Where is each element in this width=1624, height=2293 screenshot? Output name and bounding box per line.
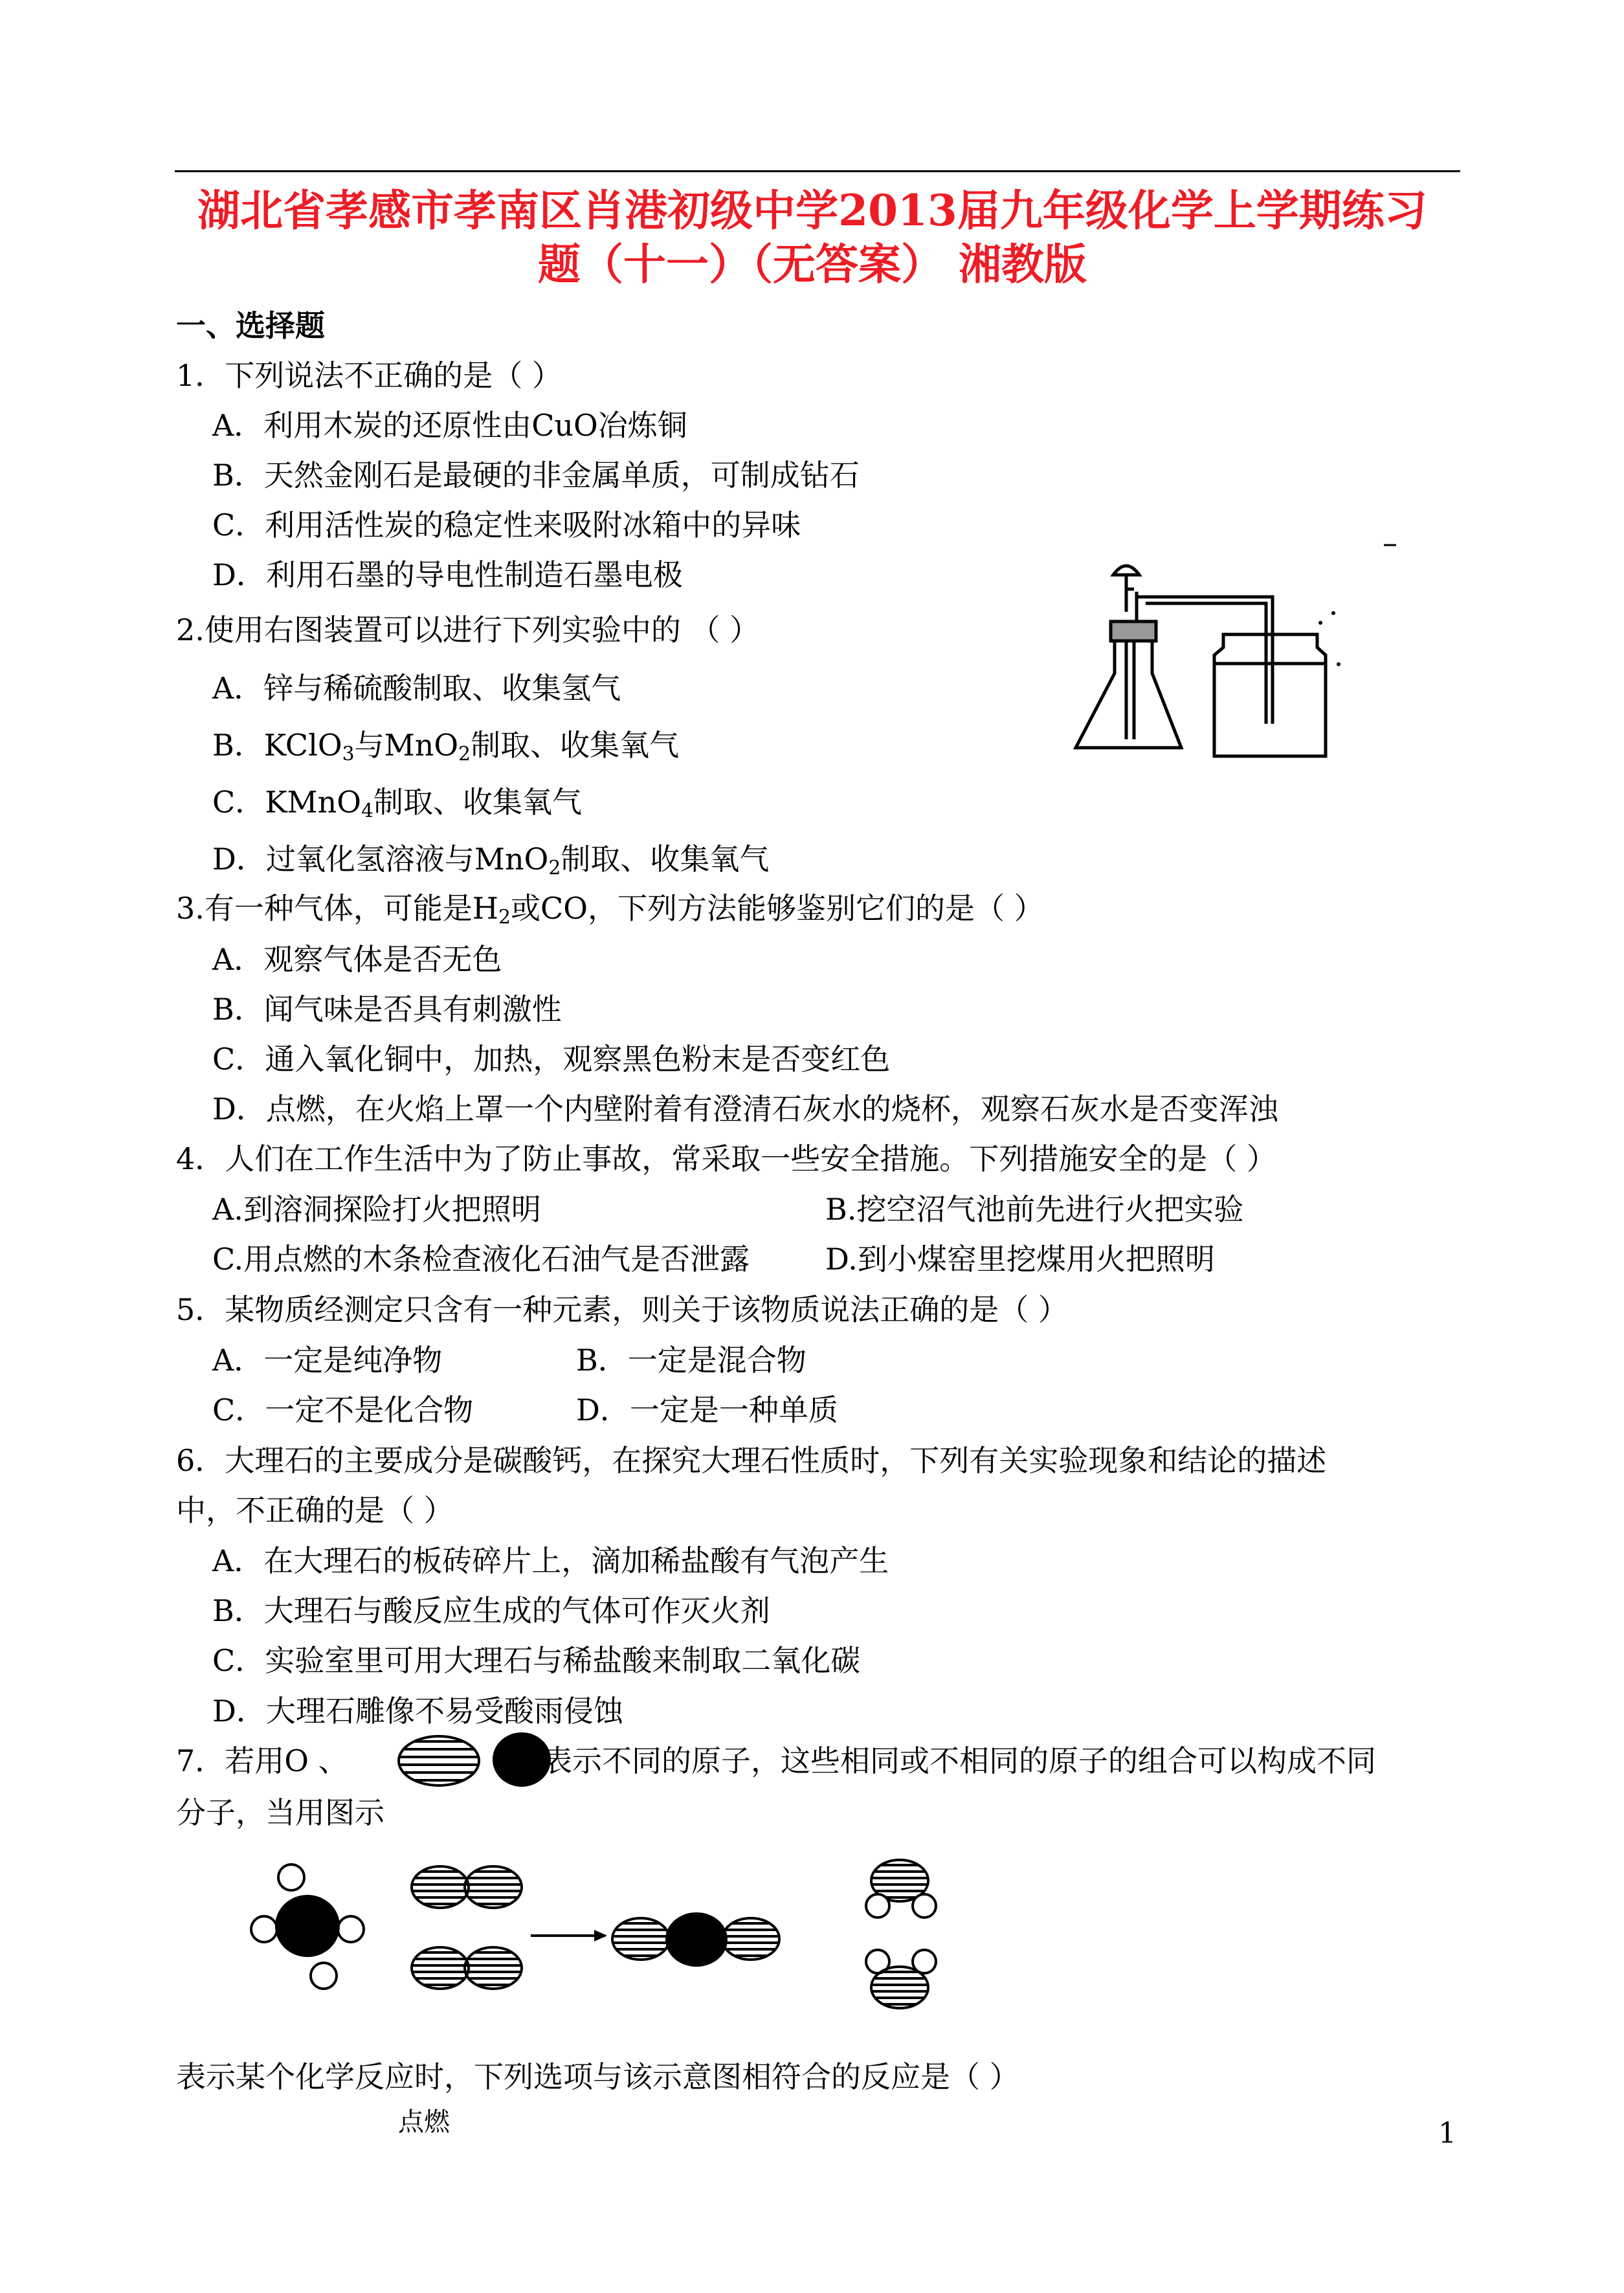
q5-option-b: B．一定是混合物 [576, 1343, 806, 1378]
q7-stem-line-2: 分子，当用图示 [176, 1795, 384, 1830]
q3-option-b: B．闻气味是否具有刺激性 [212, 992, 562, 1027]
q6-stem-line-1: 6．大理石的主要成分是碳酸钙，在探究大理石性质时，下列有关实验现象和结论的描述 [176, 1443, 1327, 1478]
q6-option-d: D．大理石雕像不易受酸雨侵蚀 [212, 1694, 623, 1728]
q4-option-c: C.用点燃的木条检查液化石油气是否泄露 [212, 1242, 750, 1277]
page-title-line-2: 题（十一）（无答案） 湘教版 [538, 239, 1087, 289]
striped-atom-icon [394, 1732, 484, 1790]
q5-option-a: A．一定是纯净物 [212, 1343, 443, 1378]
reactant-molecule-1 [251, 1864, 364, 1989]
reactant-molecule-3 [408, 1947, 526, 1989]
page-number: 1 [1438, 2117, 1456, 2150]
q4-option-d: D.到小煤窑里挖煤用火把照明 [825, 1242, 1215, 1277]
q2-option-a: A．锌与稀硫酸制取、收集氢气 [212, 671, 621, 706]
q3-option-c: C．通入氧化铜中，加热，观察黑色粉末是否变红色 [212, 1042, 891, 1077]
q5-option-d: D．一定是一种单质 [576, 1393, 838, 1427]
q6-stem-line-2: 中，不正确的是（ ） [176, 1493, 454, 1528]
q6-option-c: C．实验室里可用大理石与稀盐酸来制取二氧化碳 [212, 1643, 861, 1678]
product-molecule-3 [866, 1950, 936, 2008]
ignition-note: 点燃 [398, 2107, 450, 2137]
q7-stem-part-b: 表示不同的原子，这些相同或不相同的原子的组合可以构成不同 [542, 1743, 1376, 1778]
stray-mark: – [1383, 525, 1397, 560]
q5-stem: 5．某物质经测定只含有一种元素，则关于该物质说法正确的是（ ） [176, 1292, 1068, 1327]
q2-option-b: B．KClO$_3$与MnO$_2$制取、收集氧气 [212, 728, 680, 766]
q4-option-a: A.到溶洞探险打火把照明 [212, 1192, 541, 1227]
q1-option-d: D．利用石墨的导电性制造石墨电极 [212, 557, 683, 592]
reaction-diagram [252, 1851, 1003, 2046]
q2-stem: 2.使用右图装置可以进行下列实验中的 （ ） [176, 612, 760, 647]
q3-option-d: D．点燃，在火焰上罩一个内壁附着有澄清石灰水的烧杯，观察石灰水是否变浑浊 [212, 1091, 1278, 1126]
q6-option-a: A．在大理石的板砖碎片上，滴加稀盐酸有气泡产生 [212, 1543, 889, 1578]
section-heading: 一、选择题 [176, 308, 325, 343]
q2-option-d: D．过氧化氢溶液与MnO$_2$制取、收集氧气 [212, 842, 770, 880]
q4-stem: 4．人们在工作生活中为了防止事故，常采取一些安全措施。下列措施安全的是（ ） [176, 1141, 1276, 1176]
reaction-arrow [531, 1930, 607, 1941]
q4-option-b: B.挖空沼气池前先进行火把实验 [825, 1192, 1244, 1227]
q1-option-b: B．天然金刚石是最硬的非金属单质，可制成钻石 [212, 458, 860, 493]
q3-option-a: A．观察气体是否无色 [212, 942, 502, 977]
q7-stem-part-a: 7．若用O 、 [176, 1743, 348, 1778]
reactant-molecule-2 [408, 1866, 526, 1908]
q2-option-c: C．KMnO$_4$制取、收集氧气 [212, 785, 583, 823]
q1-option-c: C．利用活性炭的稳定性来吸附冰箱中的异味 [212, 508, 801, 542]
q5-option-c: C．一定不是化合物 [212, 1393, 474, 1427]
q1-option-a: A．利用木炭的还原性由CuO冶炼铜 [212, 408, 687, 443]
q3-stem: 3.有一种气体，可能是$H_2$或CO，下列方法能够鉴别它们的是（ ） [176, 891, 1044, 929]
q7-tail: 表示某个化学反应时，下列选项与该示意图相符合的反应是（ ） [176, 2059, 1019, 2094]
header-rule [175, 170, 1460, 172]
page-title-line-1: 湖北省孝感市孝南区肖港初级中学2013届九年级化学上学期练习 [197, 185, 1427, 236]
product-molecule-1 [608, 1912, 783, 1967]
q1-stem: 1．下列说法不正确的是（ ） [176, 358, 562, 393]
gas-apparatus-figure [1062, 550, 1359, 764]
q6-option-b: B．大理石与酸反应生成的气体可作灭火剂 [212, 1593, 770, 1628]
product-molecule-2 [866, 1860, 936, 1918]
